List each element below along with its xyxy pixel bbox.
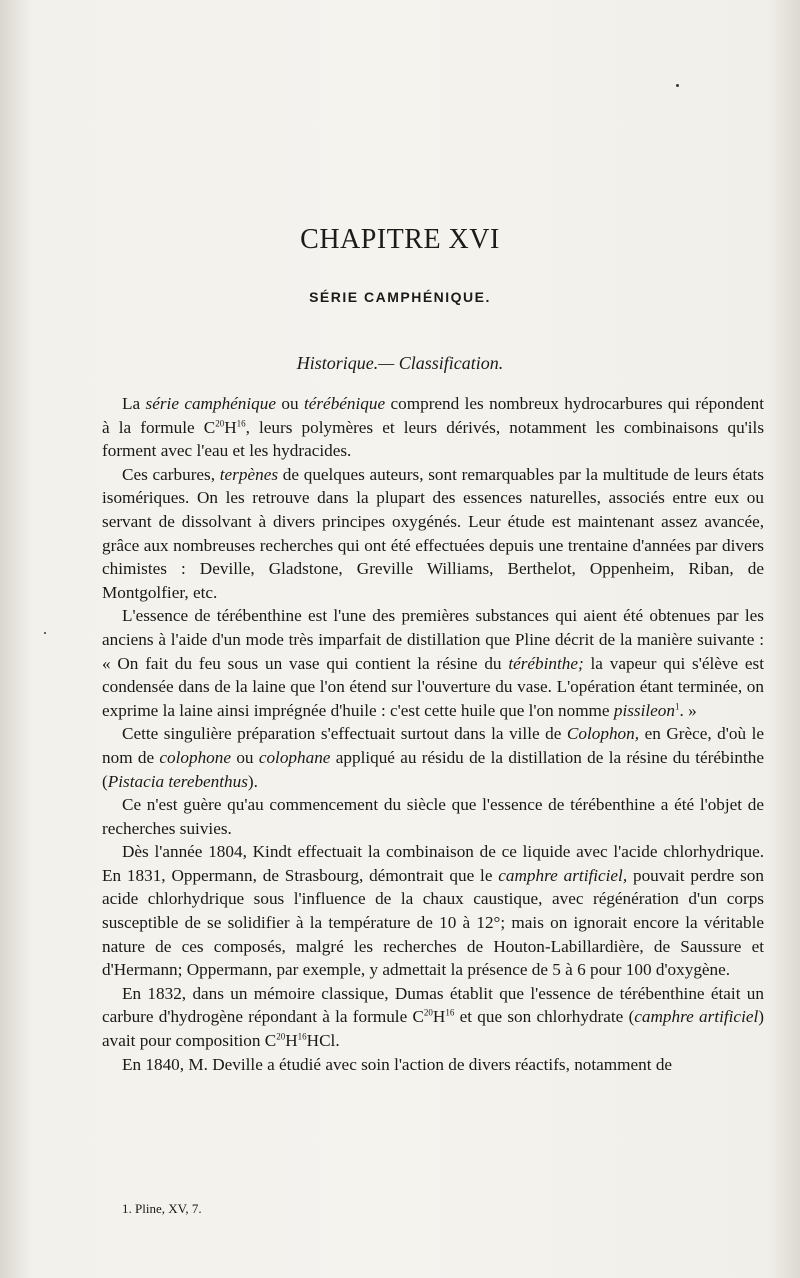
ink-speck [44, 632, 46, 634]
section-title: Historique.— Classification. [296, 353, 504, 373]
series-title: SÉRIE CAMPHÉNIQUE. [309, 289, 491, 305]
paragraph-3: L'essence de térébenthine est l'une des premières substances qui aient été obtenues par les anciens à l'aide d'un mode très imparfait de distillation que Pline décrit de la manière suivante : « On fait du feu sous un vase qui contient la résine du térébinthe; la vapeur qui s'élève est condensée dans de la laine que l'on étend sur l'ouverture du vase. L'opération étant terminée, on exprime la laine ainsi imprégnée d'huile : c'est cette huile que l'on nomme pissileon$^1$. » [102, 606, 764, 720]
paragraph-8: En 1840, M. Deville a étudié avec soin l'action de divers réactifs, notamment de [122, 1054, 673, 1074]
ink-speck [676, 84, 679, 87]
chapter-title: CHAPITRE XVI [300, 224, 500, 255]
footnote-reference: 1 [674, 700, 680, 711]
paragraph-2: Ces carbures, terpènes de quelques auteurs, sont remarquables par la multitude de leurs états isomériques. On les retrouve dans la plupart des essences naturelles, associés entre eux ou servant de dissolvant à divers principes oxygénés. Leur étude est maintenant assez avancée, grâce aux nombreuses recherches qui ont été effectuées depuis une trentaine d'années par divers chimistes : Deville, Gladstone, Greville Williams, Berthelot, Oppenheim, Riban, de Montgolfier, etc. [102, 464, 764, 602]
paragraph-7: En 1832, dans un mémoire classique, Dumas établit que l'essence de térébenthine était un carbure d'hydrogène répondant à la formule $C^{20}H^{16}$ et que son chlorhydrate (camphre artificiel) avait pour composition $C^{20}H^{16}HCl$. [102, 983, 764, 1051]
paragraph-6: Dès l'année 1804, Kindt effectuait la combinaison de ce liquide avec l'acide chlorhydrique. En 1831, Oppermann, de Strasbourg, démontrait que le camphre artificiel, pouvait perdre son acide chlorhydrique sous l'influence de la chaux caustique, avec régénération d'un corps susceptible de se solidifier à la température de 10 à 12°; mais on ignorait encore la véritable nature de ces composés, malgré les recherches de Houton-Labillardière, de Saussure et d'Hermann; Oppermann, par exemple, y admettait la présence de 5 à 6 pour 100 d'oxygène. [102, 842, 764, 980]
body-text [102, 392, 764, 1076]
paragraph-4: Cette singulière préparation s'effectuait surtout dans la ville de Colophon, en Grèce, d'où le nom de colophone ou colophane appliqué au résidu de la distillation de la résine du térébinthe (Pistacia terebenthus). [102, 724, 764, 791]
paragraph-1: La série camphénique ou térébénique comprend les nombreux hydrocarbures qui répondent à la formule $C^{20}H^{16}$, leurs polymères et leurs dérivés, notamment les combinaisons qu'ils forment avec l'eau et les hydracides. [102, 394, 765, 461]
paragraph-5: Ce n'est guère qu'au commencement du siècle que l'essence de térébenthine a été l'objet de recherches suivies. [102, 795, 764, 838]
footnote: 1. Pline, XV, 7. [122, 1201, 202, 1216]
